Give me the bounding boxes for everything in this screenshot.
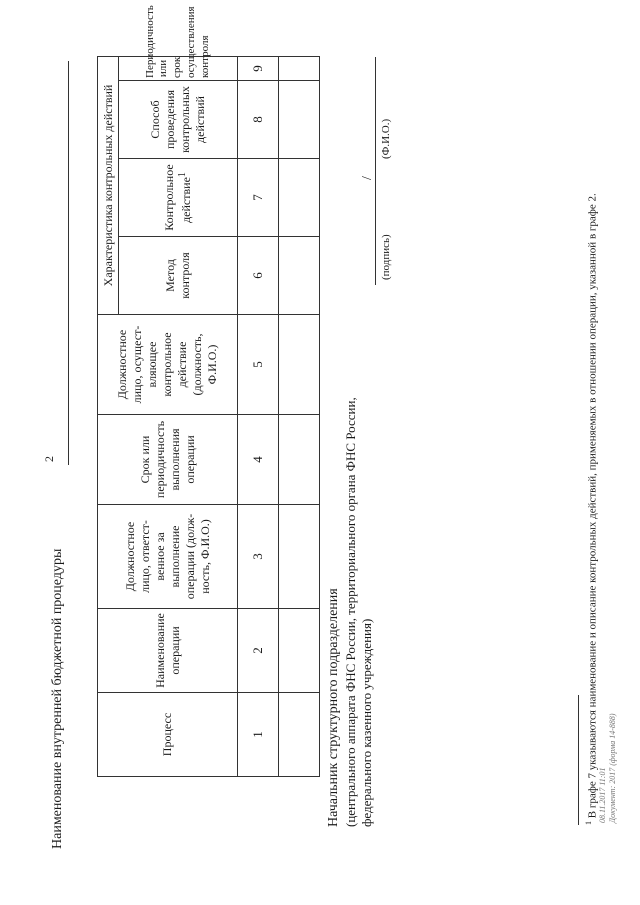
header-method: Метод контроля: [119, 237, 238, 315]
stamp-line: 08.11.2017 11:01: [598, 767, 607, 823]
empty-cell: [279, 609, 320, 693]
footnote-marker: 1: [584, 821, 593, 825]
signature-slash: /: [360, 176, 375, 180]
signer-subtitle-2: федерального казенного учреждения): [358, 618, 374, 827]
signature-caption: (подпись): [380, 234, 392, 280]
empty-cell: [279, 81, 320, 159]
empty-cell: [279, 159, 320, 237]
header-control-characteristics: Характеристика контрольных действий: [98, 56, 119, 314]
header-process: Процесс: [98, 693, 238, 777]
empty-cell: [279, 505, 320, 609]
header-control-action-text: Контрольное действие: [162, 164, 193, 231]
col-num: 4: [238, 415, 279, 505]
col-num: 7: [238, 159, 279, 237]
name-caption: (Ф.И.О.): [380, 118, 392, 159]
footnote-rule: [578, 695, 579, 825]
footnote: [584, 193, 599, 825]
header-controller: Должностное лицо, осущест-вляющее контрольное действие (должность, Ф.И.О.): [98, 315, 238, 415]
header-term: Срок или периодичность выполнения операции: [98, 415, 238, 505]
header-way: Способ проведения контрольных действий: [119, 81, 238, 159]
empty-cell: [279, 56, 320, 80]
header-responsible: Должностное лицо, ответст-венное за выполнение операции (долж-ность, Ф.И.О.): [98, 505, 238, 609]
table-row: [279, 56, 320, 776]
signer-title: Начальник структурного подразделения: [326, 588, 341, 827]
empty-cell: [279, 693, 320, 777]
col-num: 9: [238, 56, 279, 80]
control-actions-table: [97, 5, 320, 777]
header-periodicity: Периодичность или срок осуществления контроля: [119, 56, 238, 80]
header-control-action: [119, 159, 238, 237]
stamp-line: Документ: 2017 (форма 14-888): [607, 713, 617, 823]
col-num: 2: [238, 609, 279, 693]
footnote-ref: 1: [177, 172, 188, 178]
col-num: 5: [238, 315, 279, 415]
signature-line: [375, 57, 376, 285]
signature-block: [325, 397, 375, 827]
footnote-text: В графе 7 указываются наименование и описание контрольных действий, применяемых в отношении операции, указанной в графе 2.: [586, 193, 599, 819]
col-num: 3: [238, 505, 279, 609]
empty-cell: [279, 415, 320, 505]
page-number: 2: [42, 456, 56, 462]
col-num: 8: [238, 81, 279, 159]
col-num: 1: [238, 693, 279, 777]
scan-stamp: [598, 713, 617, 823]
header-operation-name: Наименование операции: [98, 609, 238, 693]
procedure-name-line: [68, 61, 69, 465]
empty-cell: [279, 315, 320, 415]
col-num: 6: [238, 237, 279, 315]
column-numbers-row: [238, 56, 279, 776]
signer-subtitle-1: (центрального аппарата ФНС России, территориального органа ФНС России,: [342, 397, 358, 827]
empty-cell: [279, 237, 320, 315]
procedure-title: Наименование внутренней бюджетной процедуры: [50, 548, 65, 849]
